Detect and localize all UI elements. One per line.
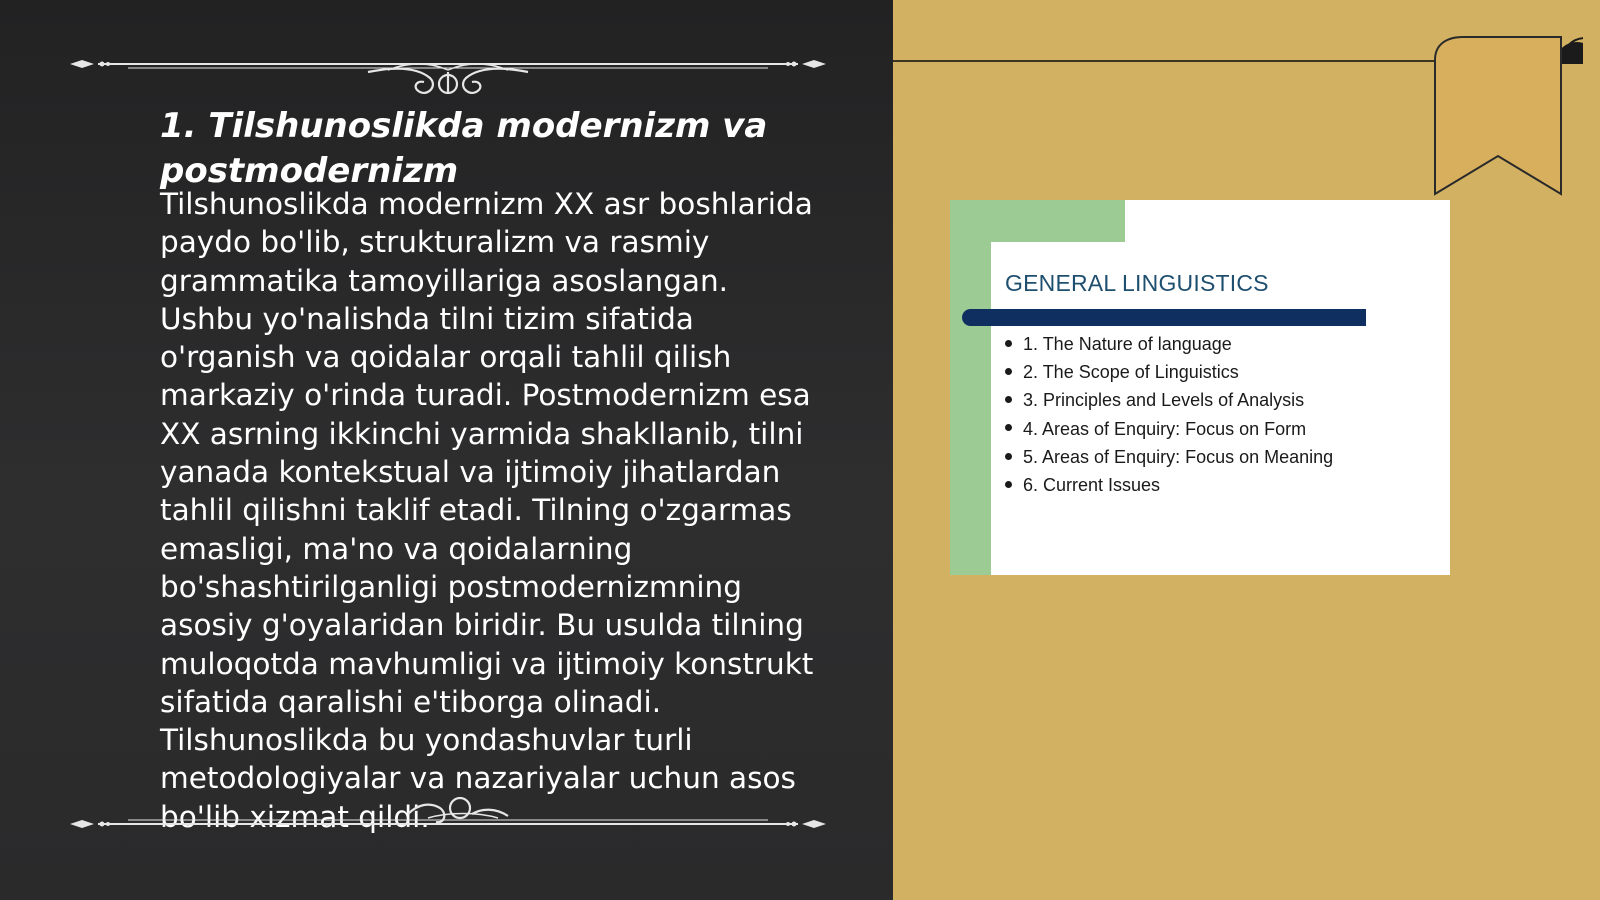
slide-title: 1. Tilshunoslikda modernizm va postmodernizm [160, 106, 768, 191]
bookmark-ribbon-icon [1433, 34, 1583, 200]
bullet-icon [1005, 340, 1012, 347]
list-item: 5. Areas of Enquiry: Focus on Meaning [1005, 443, 1333, 471]
slide-body-text: Tilshunoslikda modernizm XX asr boshlarida paydo bo'lib, strukturalizm va rasmiy grammatika tamoyillariga asoslangan. Ushbu yo'nalishda tilni tizim sifatida o'rganish va qoidalar orqali tahlil qilish markaziy o'rinda turadi. Postmodernizm esa XX asrning ikkinchi yarmida shakllanib, tilni yanada kontekstual va ijtimoiy jihatlardan tahlil qilishni taklif etadi. Tilning o'zgarmas emasligi, ma'no va qoidalarning bo'shashtirilganligi postmodernizmning asosiy g'oyalaridan biridir. Bu usulda tilning muloqotda mavhumligi va ijtimoiy konstrukt sifatida qaralishi e'tiborga olinadi. Tilshunoslikda bu yondashuvlar turli metodologiyalar va nazariyalar uchun asos bo'lib xizmat qildi. [160, 187, 814, 834]
list-item: 4. Areas of Enquiry: Focus on Form [1005, 415, 1333, 443]
thumbnail-green-sidebar [950, 200, 991, 575]
bullet-icon [1005, 396, 1012, 403]
bullet-icon [1005, 368, 1012, 375]
list-item: 6. Current Issues [1005, 471, 1333, 499]
right-image-panel [893, 0, 1600, 900]
list-item: 2. The Scope of Linguistics [1005, 358, 1333, 386]
thumbnail-title: GENERAL LINGUISTICS [1005, 270, 1269, 296]
bullet-icon [1005, 453, 1012, 460]
thumbnail-bullet-list [1005, 330, 1333, 499]
bullet-icon [1005, 424, 1012, 431]
thumbnail-content [991, 242, 1450, 575]
list-item: 1. The Nature of language [1005, 330, 1333, 358]
slide-thumbnail-image [950, 200, 1450, 575]
list-item: 3. Principles and Levels of Analysis [1005, 386, 1333, 414]
scroll-divider-top-icon [68, 40, 828, 100]
thumbnail-title-bar [962, 309, 1366, 326]
bullet-icon [1005, 481, 1012, 488]
scroll-divider-bottom-icon [68, 778, 828, 838]
decorative-line [893, 60, 1438, 62]
